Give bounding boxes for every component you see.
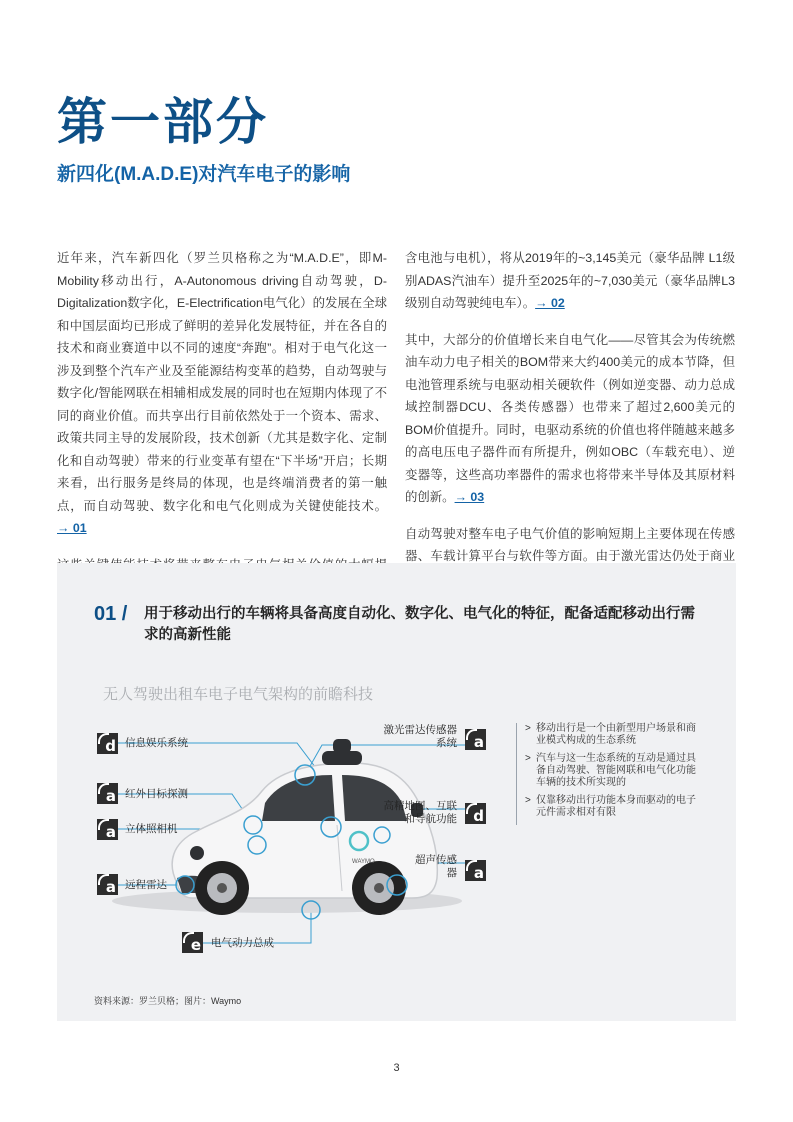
label-long-radar: 远程雷达 [125, 879, 167, 891]
label-lidar: 激光雷达传感器系统 [383, 724, 457, 749]
label-infrared: 红外目标探测 [125, 788, 188, 800]
autonomous-icon: a [465, 729, 486, 750]
figure-source: 资料来源：罗兰贝格；图片：Waymo [94, 996, 242, 1006]
autonomous-icon: a [465, 860, 486, 881]
autonomous-icon: a [97, 874, 118, 895]
electrification-icon: e [182, 932, 203, 953]
right-paragraph-3: 自动驾驶对整车电子电气价值的影响短期上主要体现在传感器、车载计算平台与软件等方面。由于激光雷达仍处于商业 [405, 526, 735, 563]
label-infotainment: 信息娱乐系统 [125, 737, 188, 749]
label-stereo-camera: 立体照相机 [125, 823, 178, 835]
right-paragraph-1: 含电池与电机），将从2019年的~3,145美元（豪华品牌 L1级别ADAS汽油车）提升至2025年的~7,030美元（豪华品牌L3级别自动驾驶纯电车）。→ 02 [405, 251, 735, 310]
figure-ref-02[interactable]: → 02 [535, 296, 565, 310]
label-ultrasonic: 超声传感器 [415, 854, 457, 879]
digitalization-icon: d [97, 733, 118, 754]
label-powertrain: 电气动力总成 [211, 937, 274, 949]
page-subtitle: 新四化(M.A.D.E)对汽车电子的影响 [57, 164, 351, 185]
label-hd-map: 高精地图、互联和导航功能 [383, 800, 457, 825]
autonomous-icon: a [97, 819, 118, 840]
figure-panel [57, 563, 736, 1021]
figure-number: 01 / [94, 603, 128, 625]
figure-title: 用于移动出行的车辆将具备高度自动化、数字化、电气化的特征，配备适配移动出行需求的高新性能 [144, 606, 695, 643]
right-paragraph-2: 其中，大部分的价值增长来自电气化——尽管其会为传统燃油车动力电子相关的BOM带来大约400美元的成本节降，但电池管理系统与电驱动相关硬软件（例如逆变器、动力总成域控制器DCU、各类传感器）也带来了超过2,600美元的BOM价值提升。同时，电驱动系统的价值也将伴随越来越多的高电压电子器件而有所提升，例如OBC（车载充电）、逆变器等，这些高功率器件的需求也将带来半导体及其原材料的创新。→ 03 [405, 332, 735, 504]
list-item: > 移动出行是一个由新型用户场景和商业模式构成的生态系统 [525, 723, 700, 747]
figure-ref-03[interactable]: → 03 [454, 490, 485, 504]
key-points-list [516, 723, 700, 825]
list-item: > 仅靠移动出行功能本身而驱动的电子元件需求相对有限 [525, 795, 700, 819]
autonomous-icon: a [97, 783, 118, 804]
left-paragraph-1: 近年来，汽车新四化（罗兰贝格称之为“M.A.D.E”，即M-Mobility移动出行，A-Autonomous driving自动驾驶，D-Digitalization数字化，E-Electrification电气化）的发展在全球和中国层面均已形成了鲜明的差异化发展特征，并在各自的技术和商业赛道中以不同的速度“奔跑”。相对于电气化这一涉及到整个汽车产业及至能源结构变革的趋势，自动驾驶与数字化/智能网联在相辅相成发展的同时也在短期内体现了不同的商业价值。而共享出行目前依然处于一个资本、需求、政策共同主导的发展阶段，技术创新（尤其是数字化、定制化和自动驾驶）带来的行业变革有望在“下半场”开启；长期来看，出行服务是终局的体现，也是终端消费者的第一触点，而自动驾驶、数字化和电气化则成为关键使能技术。→ 01 [57, 251, 387, 535]
page-title: 第一部分 [57, 94, 269, 150]
figure-subtitle: 无人驾驶出租车电子电气架构的前瞻科技 [103, 686, 374, 703]
figure-ref-01[interactable]: → 01 [57, 521, 87, 535]
page-number: 3 [393, 1062, 400, 1074]
list-item: > 汽车与这一生态系统的互动是通过具备自动驾驶、智能网联和电气化功能车辆的技术所实现的 [525, 753, 700, 789]
car-brand-text: WAYMO [352, 859, 375, 865]
digitalization-icon: d [465, 803, 486, 824]
